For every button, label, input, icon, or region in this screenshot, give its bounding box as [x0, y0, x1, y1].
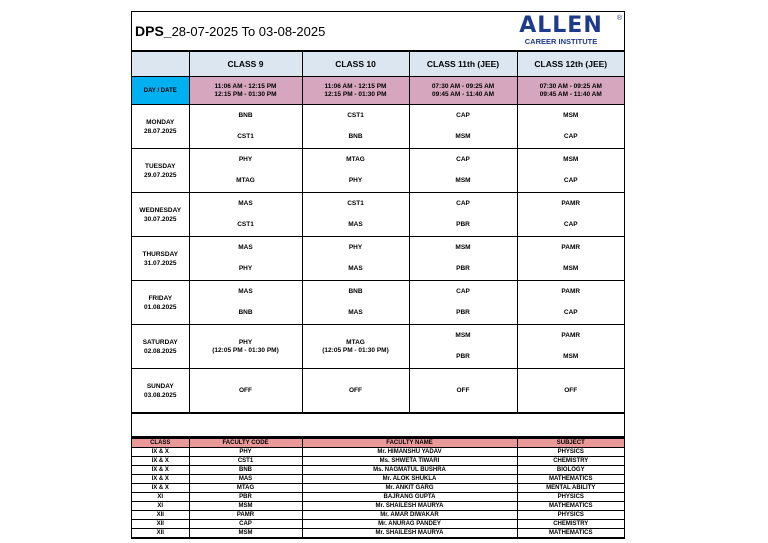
faculty-cell: CHEMISTRY: [517, 520, 624, 529]
subject-code: MAS: [348, 309, 363, 316]
faculty-cell: BIOLOGY: [517, 466, 624, 475]
faculty-cell: Ms. NAGMATUL BUSHRA: [302, 466, 517, 475]
faculty-row: [132, 520, 624, 529]
schedule-cell: [189, 149, 302, 193]
faculty-cell: IX & X: [132, 448, 189, 457]
timing-slot: 09:45 AM - 11:40 AM: [431, 90, 494, 98]
registered-mark: ®: [616, 15, 622, 22]
schedule-cell: [189, 237, 302, 281]
schedule-cell: [517, 149, 624, 193]
schedule-cell: [409, 281, 517, 325]
timing-cell: [409, 77, 517, 105]
subject-code: MAS: [238, 244, 253, 251]
subject-code: CST1: [237, 221, 254, 228]
schedule-cell: [302, 193, 409, 237]
logo-word: ALLEN: [519, 13, 603, 38]
subject-code: PAMR: [561, 332, 581, 339]
subject-code: PAMR: [561, 200, 581, 207]
day-name: MONDAY: [146, 118, 175, 126]
column-header: CLASS 10: [302, 52, 409, 77]
timing-slot: 09:45 AM - 11:40 AM: [539, 90, 602, 98]
faculty-cell: PHYSICS: [517, 448, 624, 457]
logo-subtitle: CAREER INSTITUTE: [524, 37, 598, 46]
faculty-cell: IX & X: [132, 484, 189, 493]
faculty-cell: Mr. AMAR DIWAKAR: [302, 511, 517, 520]
day-name: SATURDAY: [142, 338, 178, 346]
faculty-table: [132, 438, 624, 538]
subject-code: MSM: [563, 353, 579, 360]
subject-code: MAS: [238, 288, 253, 295]
timing-slot: 12:15 PM - 01:30 PM: [214, 90, 277, 98]
faculty-cell: MATHEMATICS: [517, 475, 624, 484]
faculty-cell: MENTAL ABILITY: [517, 484, 624, 493]
schedule-cell: [189, 369, 302, 413]
schedule-cell: [409, 325, 517, 369]
faculty-cell: Ms. SHWETA TIWARI: [302, 457, 517, 466]
allen-logo: [506, 13, 622, 46]
day-row: [132, 369, 624, 413]
faculty-header: CLASS: [132, 439, 189, 448]
faculty-row: [132, 466, 624, 475]
faculty-cell: PAMR: [189, 511, 302, 520]
subject-code: MSM: [455, 332, 471, 339]
subject-code: MSM: [455, 133, 471, 140]
schedule-cell: [302, 105, 409, 149]
subject-code: CAP: [456, 200, 470, 207]
faculty-header-row: [132, 439, 624, 448]
schedule-table: [132, 51, 624, 413]
faculty-row: [132, 484, 624, 493]
subject-code: MAS: [348, 265, 363, 272]
subject-code: CAP: [563, 133, 578, 140]
day-label: [132, 149, 189, 193]
day-date: 30.07.2025: [143, 215, 177, 223]
subject-code: MSM: [563, 112, 579, 119]
faculty-cell: BNB: [189, 466, 302, 475]
timing-slot: 11:06 AM - 12:15 PM: [214, 82, 277, 90]
schedule-cell: [409, 237, 517, 281]
title-dates: 28-07-2025 To 03-08-2025: [171, 24, 326, 39]
subject-code: OFF: [564, 386, 578, 394]
faculty-row: [132, 529, 624, 538]
subject-code: CST1: [237, 133, 254, 140]
header-corner: [132, 52, 189, 77]
schedule-cell: [302, 149, 409, 193]
faculty-cell: PHYSICS: [517, 511, 624, 520]
subject-code: OFF: [456, 386, 470, 394]
schedule-cell: [517, 369, 624, 413]
schedule-cell: [409, 149, 517, 193]
faculty-cell: CST1: [189, 457, 302, 466]
schedule-cell: [409, 369, 517, 413]
subject-code: MSM: [455, 244, 471, 251]
faculty-cell: CHEMISTRY: [517, 457, 624, 466]
column-header: CLASS 11th (JEE): [409, 52, 517, 77]
subject-code: PHY: [238, 338, 253, 346]
day-label: [132, 237, 189, 281]
day-rows: [132, 105, 624, 413]
faculty-cell: MSM: [189, 502, 302, 511]
timing-slot: 12:15 PM - 01:30 PM: [324, 90, 387, 98]
schedule-cell: [189, 105, 302, 149]
faculty-cell: Mr. ANURAG PANDEY: [302, 520, 517, 529]
day-label: [132, 193, 189, 237]
schedule-cell: [302, 281, 409, 325]
day-name: WEDNESDAY: [139, 206, 182, 214]
schedule-cell: [302, 237, 409, 281]
subject-code: CAP: [563, 221, 578, 228]
schedule-cell: [189, 281, 302, 325]
timing-cell: [517, 77, 624, 105]
faculty-header: FACULTY CODE: [189, 439, 302, 448]
subject-code: BNB: [348, 288, 363, 295]
faculty-cell: MATHEMATICS: [517, 529, 624, 538]
faculty-header: SUBJECT: [517, 439, 624, 448]
day-name: THURSDAY: [142, 250, 178, 258]
title-bar: [132, 12, 624, 51]
column-header: CLASS 12th (JEE): [517, 52, 624, 77]
subject-code: MTAG: [346, 338, 365, 346]
subject-code: OFF: [349, 386, 362, 394]
subject-code: PBR: [456, 353, 470, 360]
timetable-title: [135, 23, 325, 39]
faculty-cell: Mr. ANKIT GARG: [302, 484, 517, 493]
schedule-cell: [302, 369, 409, 413]
subject-code: CST1: [347, 112, 364, 119]
faculty-cell: XI: [132, 502, 189, 511]
faculty-row: [132, 511, 624, 520]
schedule-cell: [409, 193, 517, 237]
schedule-cell: [189, 325, 302, 369]
day-row: [132, 193, 624, 237]
subject-code: PBR: [456, 309, 470, 316]
subject-code: PBR: [456, 265, 470, 272]
day-row: [132, 237, 624, 281]
subject-code: BNB: [238, 112, 253, 119]
faculty-cell: BAJRANG GUPTA: [302, 493, 517, 502]
subject-code: PAMR: [561, 288, 581, 295]
timing-cell: [189, 77, 302, 105]
day-row: [132, 325, 624, 369]
subject-code: CAP: [456, 112, 470, 119]
faculty-row: [132, 502, 624, 511]
schedule-cell: [189, 193, 302, 237]
faculty-row: [132, 475, 624, 484]
faculty-cell: Mr. SHAILESH MAURYA: [302, 529, 517, 538]
faculty-cell: MAS: [189, 475, 302, 484]
subject-code: PHY: [238, 265, 253, 272]
day-label: [132, 325, 189, 369]
faculty-cell: XII: [132, 529, 189, 538]
day-date-label: DAY / DATE: [132, 77, 189, 105]
faculty-cell: CAP: [189, 520, 302, 529]
subject-code: CAP: [456, 156, 470, 163]
faculty-cell: MSM: [189, 529, 302, 538]
schedule-cell: [517, 237, 624, 281]
schedule-cell: [517, 193, 624, 237]
faculty-cell: Mr. SHAILESH MAURYA: [302, 502, 517, 511]
faculty-cell: Mr. ALOK SHUKLA: [302, 475, 517, 484]
day-row: [132, 149, 624, 193]
title-prefix: DPS_: [135, 23, 172, 39]
timing-slot: 07:30 AM - 09:25 AM: [539, 82, 602, 90]
day-date: 02.08.2025: [143, 347, 177, 355]
subject-code: CAP: [456, 288, 470, 295]
subject-code: (12:05 PM - 01:30 PM): [212, 346, 279, 354]
faculty-row: [132, 448, 624, 457]
subject-code: BNB: [238, 309, 253, 316]
faculty-row: [132, 493, 624, 502]
faculty-cell: PBR: [189, 493, 302, 502]
subject-code: PHY: [238, 156, 253, 163]
section-spacer: [132, 413, 624, 438]
subject-code: MSM: [563, 156, 579, 163]
day-name: TUESDAY: [145, 162, 176, 170]
subject-code: BNB: [348, 133, 363, 140]
day-date: 31.07.2025: [143, 259, 177, 267]
day-date: 01.08.2025: [143, 303, 177, 311]
faculty-cell: MATHEMATICS: [517, 502, 624, 511]
faculty-cell: MTAG: [189, 484, 302, 493]
subject-code: PHY: [348, 244, 363, 251]
schedule-cell: [302, 325, 409, 369]
faculty-cell: PHY: [189, 448, 302, 457]
timing-cell: [302, 77, 409, 105]
subject-code: MSM: [455, 177, 471, 184]
day-label: [132, 281, 189, 325]
subject-code: MAS: [238, 200, 253, 207]
faculty-row: [132, 457, 624, 466]
faculty-header: FACULTY NAME: [302, 439, 517, 448]
subject-code: CAP: [563, 177, 578, 184]
faculty-cell: IX & X: [132, 475, 189, 484]
timetable-sheet: [131, 11, 625, 539]
day-label: [132, 105, 189, 149]
subject-code: (12:05 PM - 01:30 PM): [322, 346, 389, 354]
schedule-cell: [517, 281, 624, 325]
day-row: [132, 105, 624, 149]
day-name: FRIDAY: [148, 294, 173, 302]
faculty-rows: [132, 439, 624, 538]
timing-slot: 07:30 AM - 09:25 AM: [431, 82, 495, 90]
faculty-cell: XI: [132, 493, 189, 502]
subject-code: PBR: [456, 221, 470, 228]
subject-code: MTAG: [236, 177, 255, 184]
timing-slot: 11:06 AM - 12:15 PM: [324, 82, 387, 90]
faculty-cell: IX & X: [132, 457, 189, 466]
day-date: 28.07.2025: [143, 127, 177, 135]
subject-code: PHY: [348, 177, 363, 184]
subject-code: PAMR: [561, 244, 581, 251]
subject-code: OFF: [239, 386, 252, 394]
day-date: 29.07.2025: [143, 171, 177, 179]
day-row: [132, 281, 624, 325]
subject-code: CST1: [347, 200, 364, 207]
day-name: SUNDAY: [146, 382, 174, 390]
faculty-cell: IX & X: [132, 466, 189, 475]
faculty-cell: XII: [132, 511, 189, 520]
timing-row: [132, 77, 624, 105]
subject-code: CAP: [563, 309, 578, 316]
faculty-cell: Mr. HIMANSHU YADAV: [302, 448, 517, 457]
schedule-cell: [517, 105, 624, 149]
subject-code: MAS: [348, 221, 363, 228]
faculty-cell: PHYSICS: [517, 493, 624, 502]
day-date: 03.08.2025: [143, 391, 177, 399]
class-header-row: [132, 52, 624, 77]
schedule-cell: [517, 325, 624, 369]
schedule-cell: [409, 105, 517, 149]
column-header: CLASS 9: [189, 52, 302, 77]
faculty-cell: XII: [132, 520, 189, 529]
subject-code: MTAG: [346, 156, 365, 163]
subject-code: MSM: [563, 265, 579, 272]
day-label: [132, 369, 189, 413]
